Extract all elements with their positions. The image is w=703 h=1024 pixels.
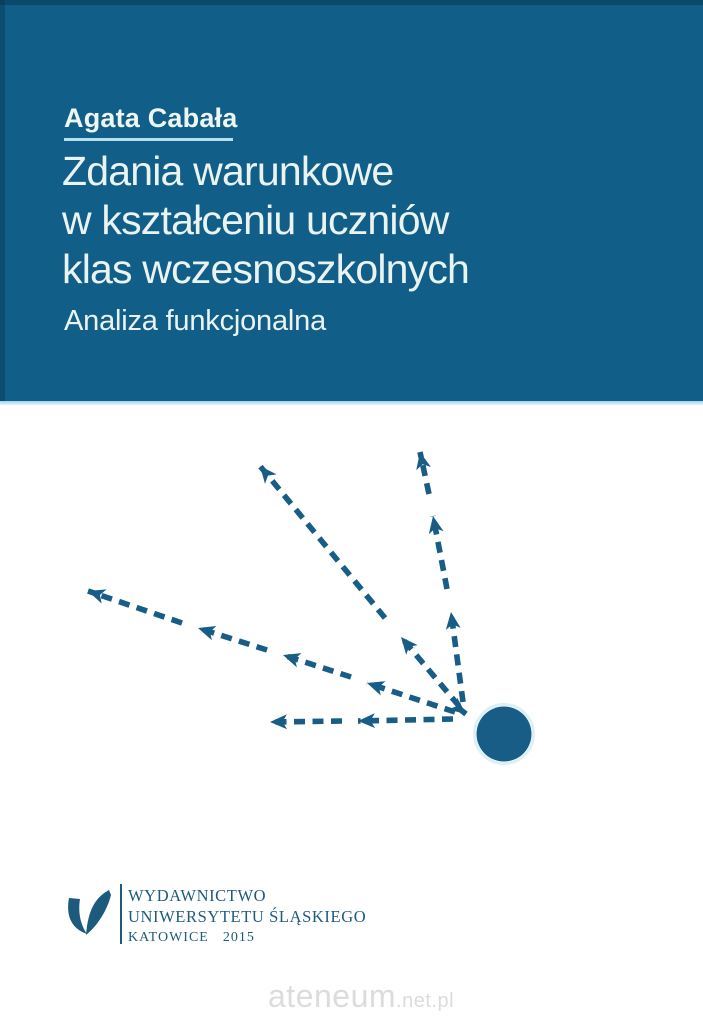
publisher-name-line-2: UNIWERSYTETU ŚLĄSKIEGO bbox=[128, 907, 367, 926]
target-dot bbox=[477, 707, 532, 762]
university-of-silesia-logo-icon bbox=[62, 888, 114, 940]
watermark-suffix: .net.pl bbox=[396, 990, 455, 1012]
title-line-3: klas wczesnoszkolnych bbox=[62, 246, 470, 292]
publisher-year: 2015 bbox=[222, 930, 255, 945]
book-subtitle: Analiza funkcjonalna bbox=[64, 305, 327, 337]
publisher-city: KATOWICE bbox=[128, 930, 209, 945]
publisher-city-year bbox=[128, 927, 366, 949]
dashed-rays bbox=[88, 452, 463, 722]
inward-arrowhead bbox=[457, 707, 466, 714]
title-line-1: Zdania warunkowe bbox=[62, 148, 394, 194]
ateneum-watermark bbox=[268, 978, 454, 1015]
title-line-2: w kształceniu uczniów bbox=[62, 197, 449, 243]
publisher-text bbox=[128, 885, 366, 949]
watermark-site-name: ateneum bbox=[268, 978, 397, 1014]
author-name: Agata Cabała bbox=[64, 103, 238, 133]
publisher-divider-line bbox=[120, 884, 122, 944]
publisher-name-line-1: WYDAWNICTWO bbox=[128, 886, 267, 905]
